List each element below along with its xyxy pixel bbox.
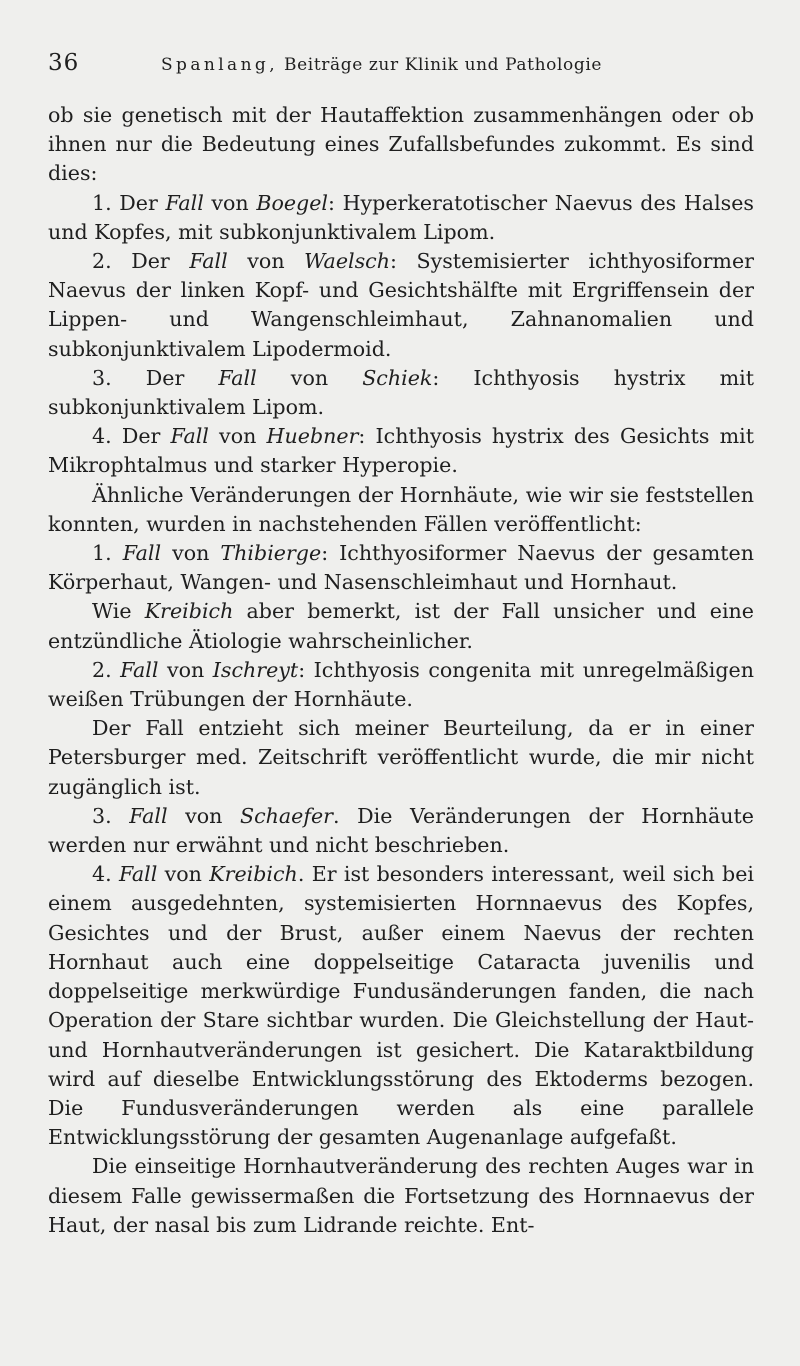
- paragraph: [48, 860, 754, 1152]
- running-head: [161, 55, 602, 75]
- italic-text: Ischreyt: [212, 657, 299, 682]
- italic-text: Fall: [218, 365, 257, 390]
- italic-text: Kreibich: [144, 599, 234, 624]
- paragraph: [48, 1152, 754, 1240]
- italic-text: Fall: [129, 803, 168, 828]
- paragraph: [48, 422, 754, 480]
- text-run: von: [227, 249, 305, 274]
- text-run: 3.: [92, 803, 130, 828]
- text-run: von: [203, 190, 257, 215]
- text-run: 2.: [92, 657, 121, 682]
- text-run: 1.: [92, 541, 123, 566]
- italic-text: Fall: [118, 862, 158, 887]
- italic-text: Fall: [170, 424, 209, 449]
- paragraph: [48, 189, 754, 247]
- paragraph: [48, 802, 754, 860]
- paragraph: [48, 101, 754, 189]
- text-run: Der Fall entzieht sich meiner Beurteilung, da er in einer Petersburger med. Zeitschrift veröffentlicht wurde, die mir nicht zugänglich ist.: [48, 716, 754, 799]
- italic-text: Fall: [122, 541, 162, 566]
- text-run: von: [157, 862, 210, 887]
- text-run: von: [208, 424, 267, 449]
- paragraph: [48, 481, 754, 539]
- italic-text: Waelsch: [304, 249, 390, 274]
- italic-text: Schaefer: [240, 803, 334, 828]
- text-run: . Er ist besonders interessant, weil sich bei einem ausgedehnten, systemisierten Hornnaevus des Kopfes, Gesichtes und der Brust, außer einem Naevus der rechten Hornhaut auch eine doppelseitige Cataracta juvenilis und doppelseitige merkwürdige Fundusänderungen fanden, die nach Operation der Stare sichtbar wurden. Die Gleichstellung der Haut- und Hornhautveränderungen ist gesichert. Die Kataraktbildung wird auf dieselbe Entwicklungsstörung des Ektoderms bezogen. Die Fundusveränderungen werden als eine parallele Entwicklungsstörung der gesamten Augenanlage aufgefaßt.: [48, 862, 754, 1150]
- italic-text: Huebner: [266, 424, 359, 449]
- text-run: 4.: [92, 862, 119, 887]
- text-run: 1. Der: [92, 190, 166, 215]
- italic-text: Schiek: [362, 365, 433, 390]
- text-run: 2. Der: [92, 249, 190, 274]
- italic-text: Fall: [165, 190, 204, 215]
- paragraph: [48, 364, 754, 422]
- italic-text: Thibierge: [220, 541, 322, 566]
- text-run: : Ichthyosis congenita mit unregelmäßigen weißen Trübungen der Hornhäute.: [48, 657, 754, 712]
- paragraph: [48, 597, 754, 655]
- page-number: 36: [48, 50, 80, 76]
- paragraph: [48, 247, 754, 364]
- text-run: von: [256, 365, 363, 390]
- text-run: . Die Veränderungen der Hornhäute werden nur erwähnt und nicht beschrieben.: [48, 803, 754, 858]
- text-run: Wie: [92, 599, 145, 624]
- italic-text: Boegel: [256, 190, 329, 215]
- page-header: [48, 50, 754, 84]
- text-run: : Hyperkeratotischer Naevus des Halses und Kopfes, mit subkonjunktivalem Lipom.: [48, 190, 754, 244]
- text-run: von: [158, 657, 213, 682]
- paragraph: [48, 656, 754, 714]
- italic-text: Fall: [120, 657, 159, 682]
- text-run: 3. Der: [92, 365, 219, 390]
- text-run: ob sie genetisch mit der Hautaffektion zusammenhängen oder ob ihnen nur die Bedeutung eines Zufallsbefundes zukommt. Es sind dies:: [48, 103, 754, 186]
- paragraph: [48, 539, 754, 597]
- text-run: von: [161, 541, 221, 566]
- paragraph: [48, 714, 754, 802]
- text-run: : Ichthyosis hystrix mit subkonjunktivalem Lipom.: [48, 365, 754, 420]
- italic-text: Fall: [189, 249, 228, 274]
- body-text: [48, 101, 754, 1240]
- text-run: 4. Der: [92, 424, 171, 449]
- text-run: Die einseitige Hornhautveränderung des rechten Auges war in diesem Falle gewissermaßen die Fortsetzung des Hornnaevus der Haut, der nasal bis zum Lidrande reichte. Ent-: [48, 1154, 754, 1237]
- running-head-author: Spanlang,: [161, 55, 279, 75]
- text-run: : Ichthyosis hystrix des Gesichts mit Mikrophtalmus und starker Hyperopie.: [48, 424, 754, 478]
- text-run: : Ichthyosiformer Naevus der gesamten Körperhaut, Wangen- und Nasenschleimhaut und Hornhaut.: [48, 541, 755, 595]
- italic-text: Kreibich: [209, 862, 298, 887]
- text-run: Ähnliche Veränderungen der Hornhäute, wie wir sie feststellen konnten, wurden in nachstehenden Fällen veröffentlicht:: [48, 482, 754, 536]
- text-run: von: [167, 803, 240, 828]
- running-head-title: Beiträge zur Klinik und Pathologie: [284, 55, 603, 75]
- text-run: : Systemisierter ichthyosiformer Naevus der linken Kopf- und Gesichtshälfte mit Ergriffensein der Lippen- und Wangenschleimhaut, Zahnanomalien und subkonjunktivalem Lipodermoid.: [48, 249, 754, 361]
- text-run: aber bemerkt, ist der Fall unsicher und eine entzündliche Ätiologie wahrscheinlicher.: [48, 599, 754, 653]
